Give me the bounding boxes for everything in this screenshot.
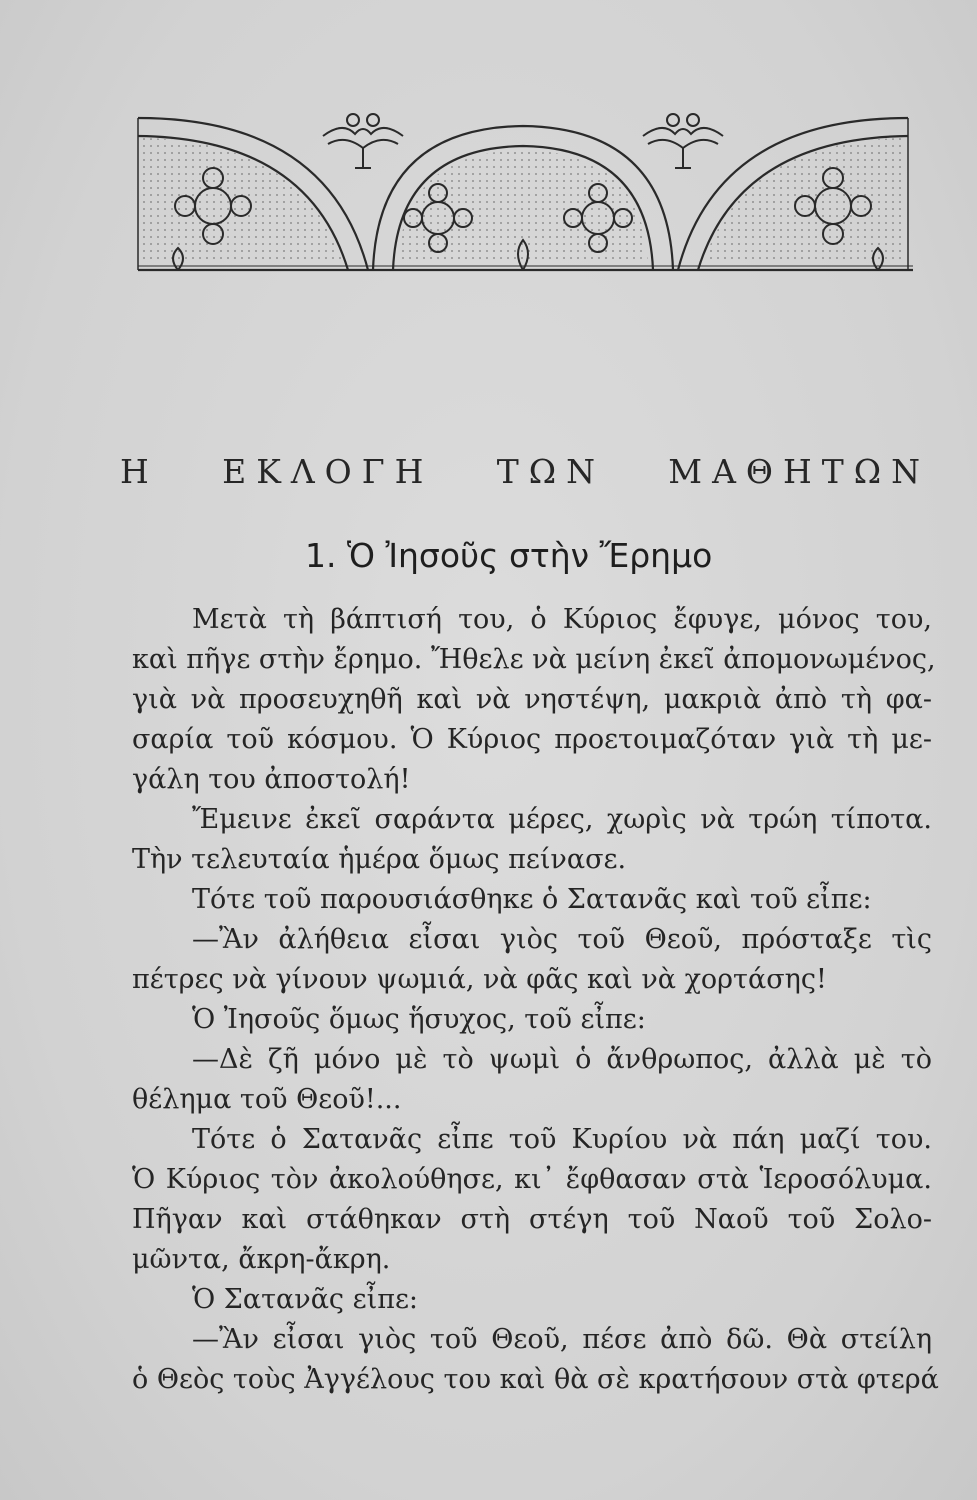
body-text: [132, 600, 939, 1400]
text-line: Τὴν τελευταία ἡμέρα ὅμως πείνασε.: [132, 844, 627, 875]
text-line: γιὰ νὰ προσευχηθῆ καὶ νὰ νηστέψη, μακριὰ ἀπὸ τὴ φα-: [132, 684, 932, 715]
text-line: πέτρες νὰ γίνουν ψωμιά, νὰ φᾶς καὶ νὰ χορτάσης!: [132, 964, 827, 995]
text-line: Τότε ὁ Σατανᾶς εἶπε τοῦ Κυρίου νὰ πάη μαζί του.: [192, 1124, 932, 1155]
part-title: Η ΕΚΛΟΓΗ ΤΩΝ ΜΑΘΗΤΩΝ: [120, 452, 930, 491]
text-line: μῶντα, ἄκρη-ἄκρη.: [132, 1244, 391, 1275]
text-line: Ὁ Σατανᾶς εἶπε:: [192, 1284, 419, 1315]
text-line: —Ἂν εἶσαι γιὸς τοῦ Θεοῦ, πέσε ἀπὸ δῶ. Θὰ στείλη: [192, 1324, 932, 1355]
text-line: Μετὰ τὴ βάπτισή του, ὁ Κύριος ἔφυγε, μόνος του,: [192, 604, 932, 635]
byzantine-eagle-ornament: [128, 88, 918, 288]
text-line: —Ἂν ἀλήθεια εἶσαι γιὸς τοῦ Θεοῦ, πρόσταξε τὶς: [192, 924, 932, 955]
text-line: —Δὲ ζῆ μόνο μὲ τὸ ψωμὶ ὁ ἄνθρωπος, ἀλλὰ μὲ τὸ: [192, 1044, 932, 1075]
text-line: Ἔμεινε ἐκεῖ σαράντα μέρες, χωρὶς νὰ τρώη τίποτα.: [192, 804, 932, 835]
text-line: Ὁ Ἰησοῦς ὅμως ἥσυχος, τοῦ εἶπε:: [192, 1004, 646, 1035]
chapter-title: 1. Ὁ Ἰησοῦς στὴν Ἔρημο: [305, 536, 713, 575]
text-line: Πῆγαν καὶ στάθηκαν στὴ στέγη τοῦ Ναοῦ τοῦ Σολο-: [132, 1204, 932, 1235]
text-line: γάλη του ἀποστολή!: [132, 764, 411, 795]
text-line: Ὁ Κύριος τὸν ἀκολούθησε, κι᾽ ἔφθασαν στὰ Ἱεροσόλυμα.: [132, 1164, 932, 1195]
text-line: θέλημα τοῦ Θεοῦ!...: [132, 1084, 402, 1115]
text-line: σαρία τοῦ κόσμου. Ὁ Κύριος προετοιμαζόταν γιὰ τὴ με-: [132, 724, 932, 755]
text-line: Τότε τοῦ παρουσιάσθηκε ὁ Σατανᾶς καὶ τοῦ εἶπε:: [192, 884, 872, 915]
text-line: ὁ Θεὸς τοὺς Ἀγγέλους του καὶ θὰ σὲ κρατήσουν στὰ φτερά: [132, 1364, 939, 1395]
text-line: καὶ πῆγε στὴν ἔρημο. Ἤθελε νὰ μείνη ἐκεῖ ἀπομονωμένος,: [132, 644, 936, 675]
